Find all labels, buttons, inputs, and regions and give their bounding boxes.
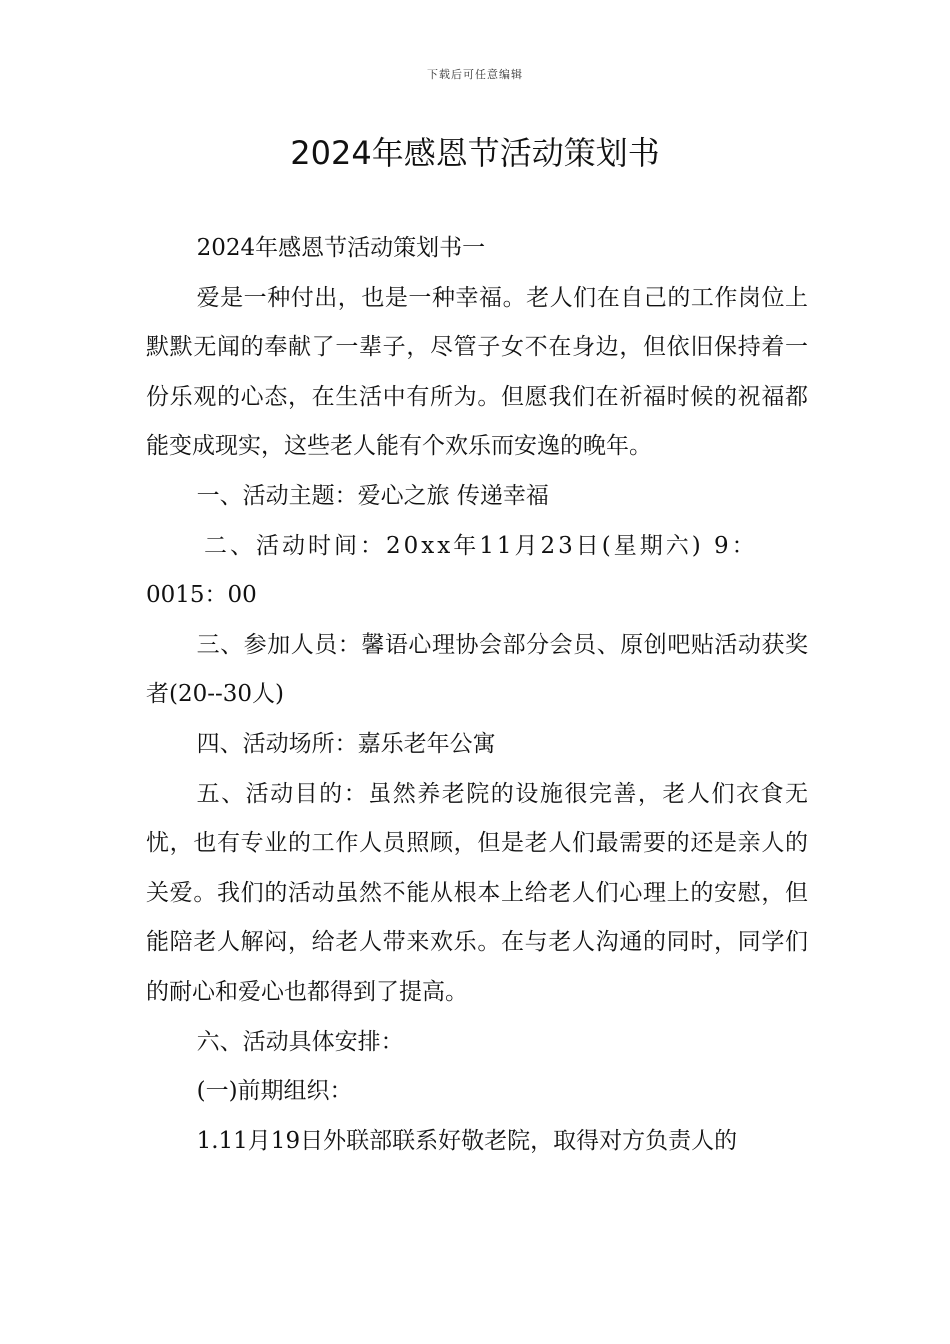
intro-paragraph: 爱是一种付出，也是一种幸福。老人们在自己的工作岗位上默默无闻的奉献了一辈子，尽管子女不在身边，但依旧保持着一份乐观的心态，在生活中有所为。但愿我们在祈福时候的祝福都能变成现实，这些老人能有个欢乐而安逸的晚年。 <box>146 284 808 460</box>
document-title: 2024年感恩节活动策划书 <box>290 134 660 172</box>
activity-theme: 一、活动主题：爱心之旅 传递幸福 <box>196 482 549 509</box>
preparation-heading: (一)前期组织： <box>196 1078 353 1105</box>
preparation-item-1: 1.11月19日外联部联系好敬老院，取得对方负责人的 <box>196 1127 738 1154</box>
section-heading: 2024年感恩节活动策划书一 <box>196 235 486 261</box>
activity-schedule-heading: 六、活动具体安排： <box>196 1028 404 1055</box>
participants: 三、参加人员：馨语心理协会部分会员、原创吧贴活动获奖者(20--30人) <box>146 631 808 708</box>
activity-time: 二、活动时间：20xx年11月23日(星期六) 9： <box>204 532 758 559</box>
activity-purpose: 五、活动目的：虽然养老院的设施很完善，老人们衣食无忧，也有专业的工作人员照顾，但是老人们最需要的还是亲人的关爱。我们的活动虽然不能从根本上给老人们心理上的安慰，但能陪老人解闷，给老人带来欢乐。在与老人沟通的同时，同学们的耐心和爱心也都得到了提高。 <box>146 780 808 1005</box>
activity-venue: 四、活动场所：嘉乐老年公寓 <box>196 730 496 757</box>
document-body <box>146 224 808 1166</box>
header-note: 下载后可任意编辑 <box>427 68 523 81</box>
activity-time-continued: 0015：00 <box>146 582 257 609</box>
